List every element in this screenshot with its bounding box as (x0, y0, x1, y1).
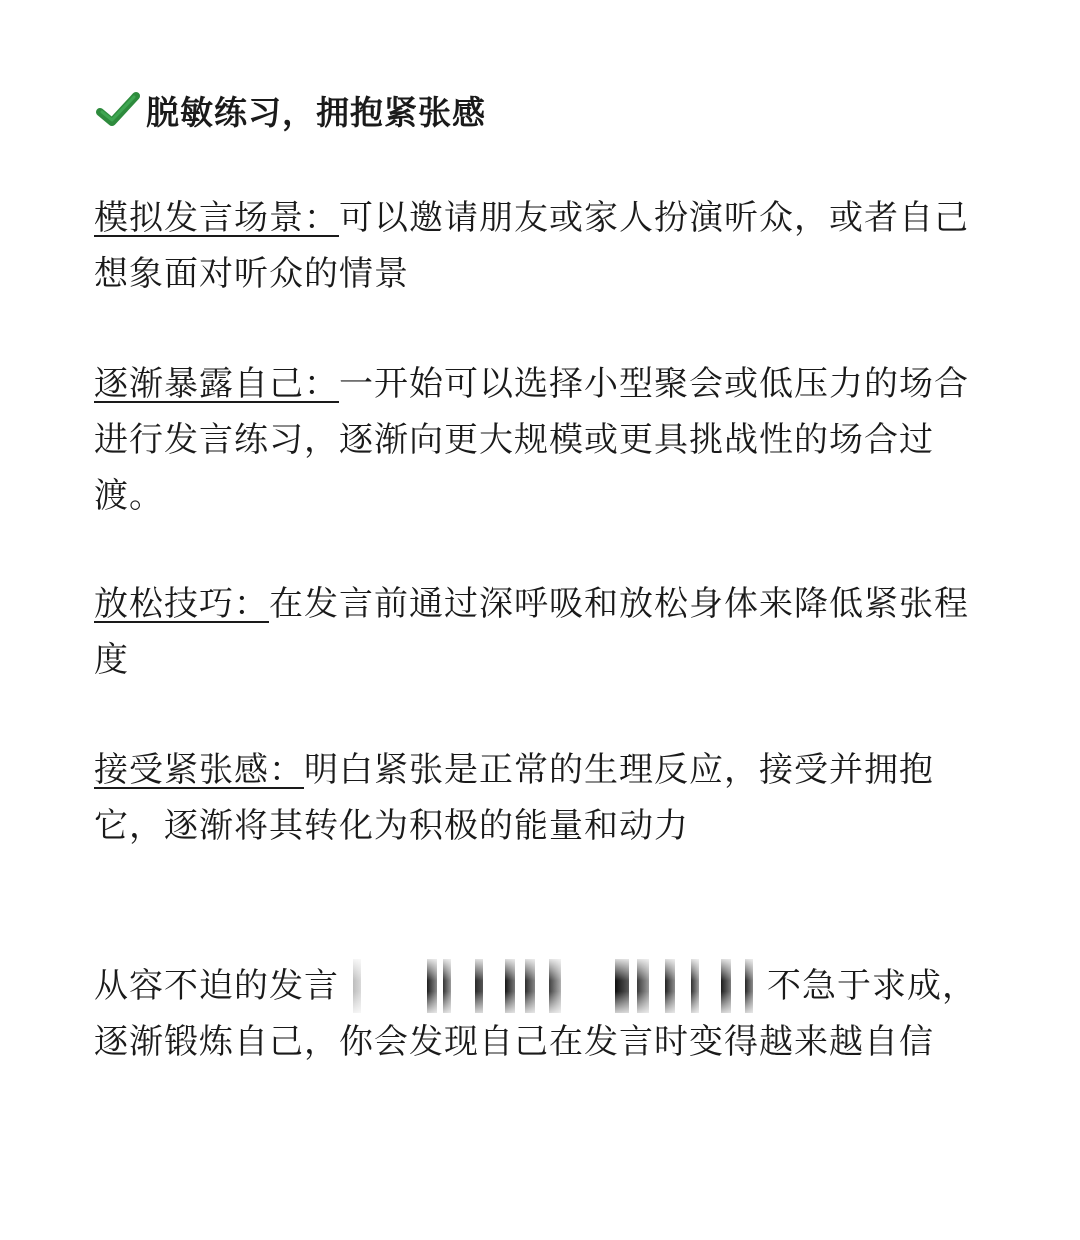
tip-term: 模拟发言场景： (94, 198, 339, 238)
tip-term: 逐渐暴露自己： (94, 364, 339, 404)
tip-body: 一开始可以选择小型聚会或低压力的场合进行发言练习，逐渐向更大规模或更具挑战性的场合过渡。 (94, 364, 969, 516)
tip-term: 接受紧张感： (94, 750, 304, 790)
conclusion-before: 从容不迫的发言 (94, 966, 339, 1006)
conclusion-paragraph (94, 958, 984, 1070)
tip-relaxation (94, 576, 984, 688)
heading-text: 脱敏练习，拥抱紧张感 (146, 92, 486, 132)
tip-body: 在发言前通过深呼吸和放松身体来降低紧张程度 (94, 584, 969, 680)
tip-simulate-speaking (94, 190, 984, 302)
censored-redaction (349, 959, 757, 1013)
conclusion-after: 不急于求成，逐渐锻炼自己，你会发现自己在发言时变得越来越自信 (94, 966, 977, 1062)
section-heading (96, 80, 486, 140)
tip-gradual-exposure (94, 356, 984, 524)
tip-accept-nervousness (94, 742, 984, 854)
tip-body: 明白紧张是正常的生理反应，接受并拥抱它，逐渐将其转化为积极的能量和动力 (94, 750, 934, 846)
tip-body: 可以邀请朋友或家人扮演听众，或者自己想象面对听众的情景 (94, 198, 969, 294)
tip-term: 放松技巧： (94, 584, 269, 624)
check-mark-icon (96, 88, 140, 132)
